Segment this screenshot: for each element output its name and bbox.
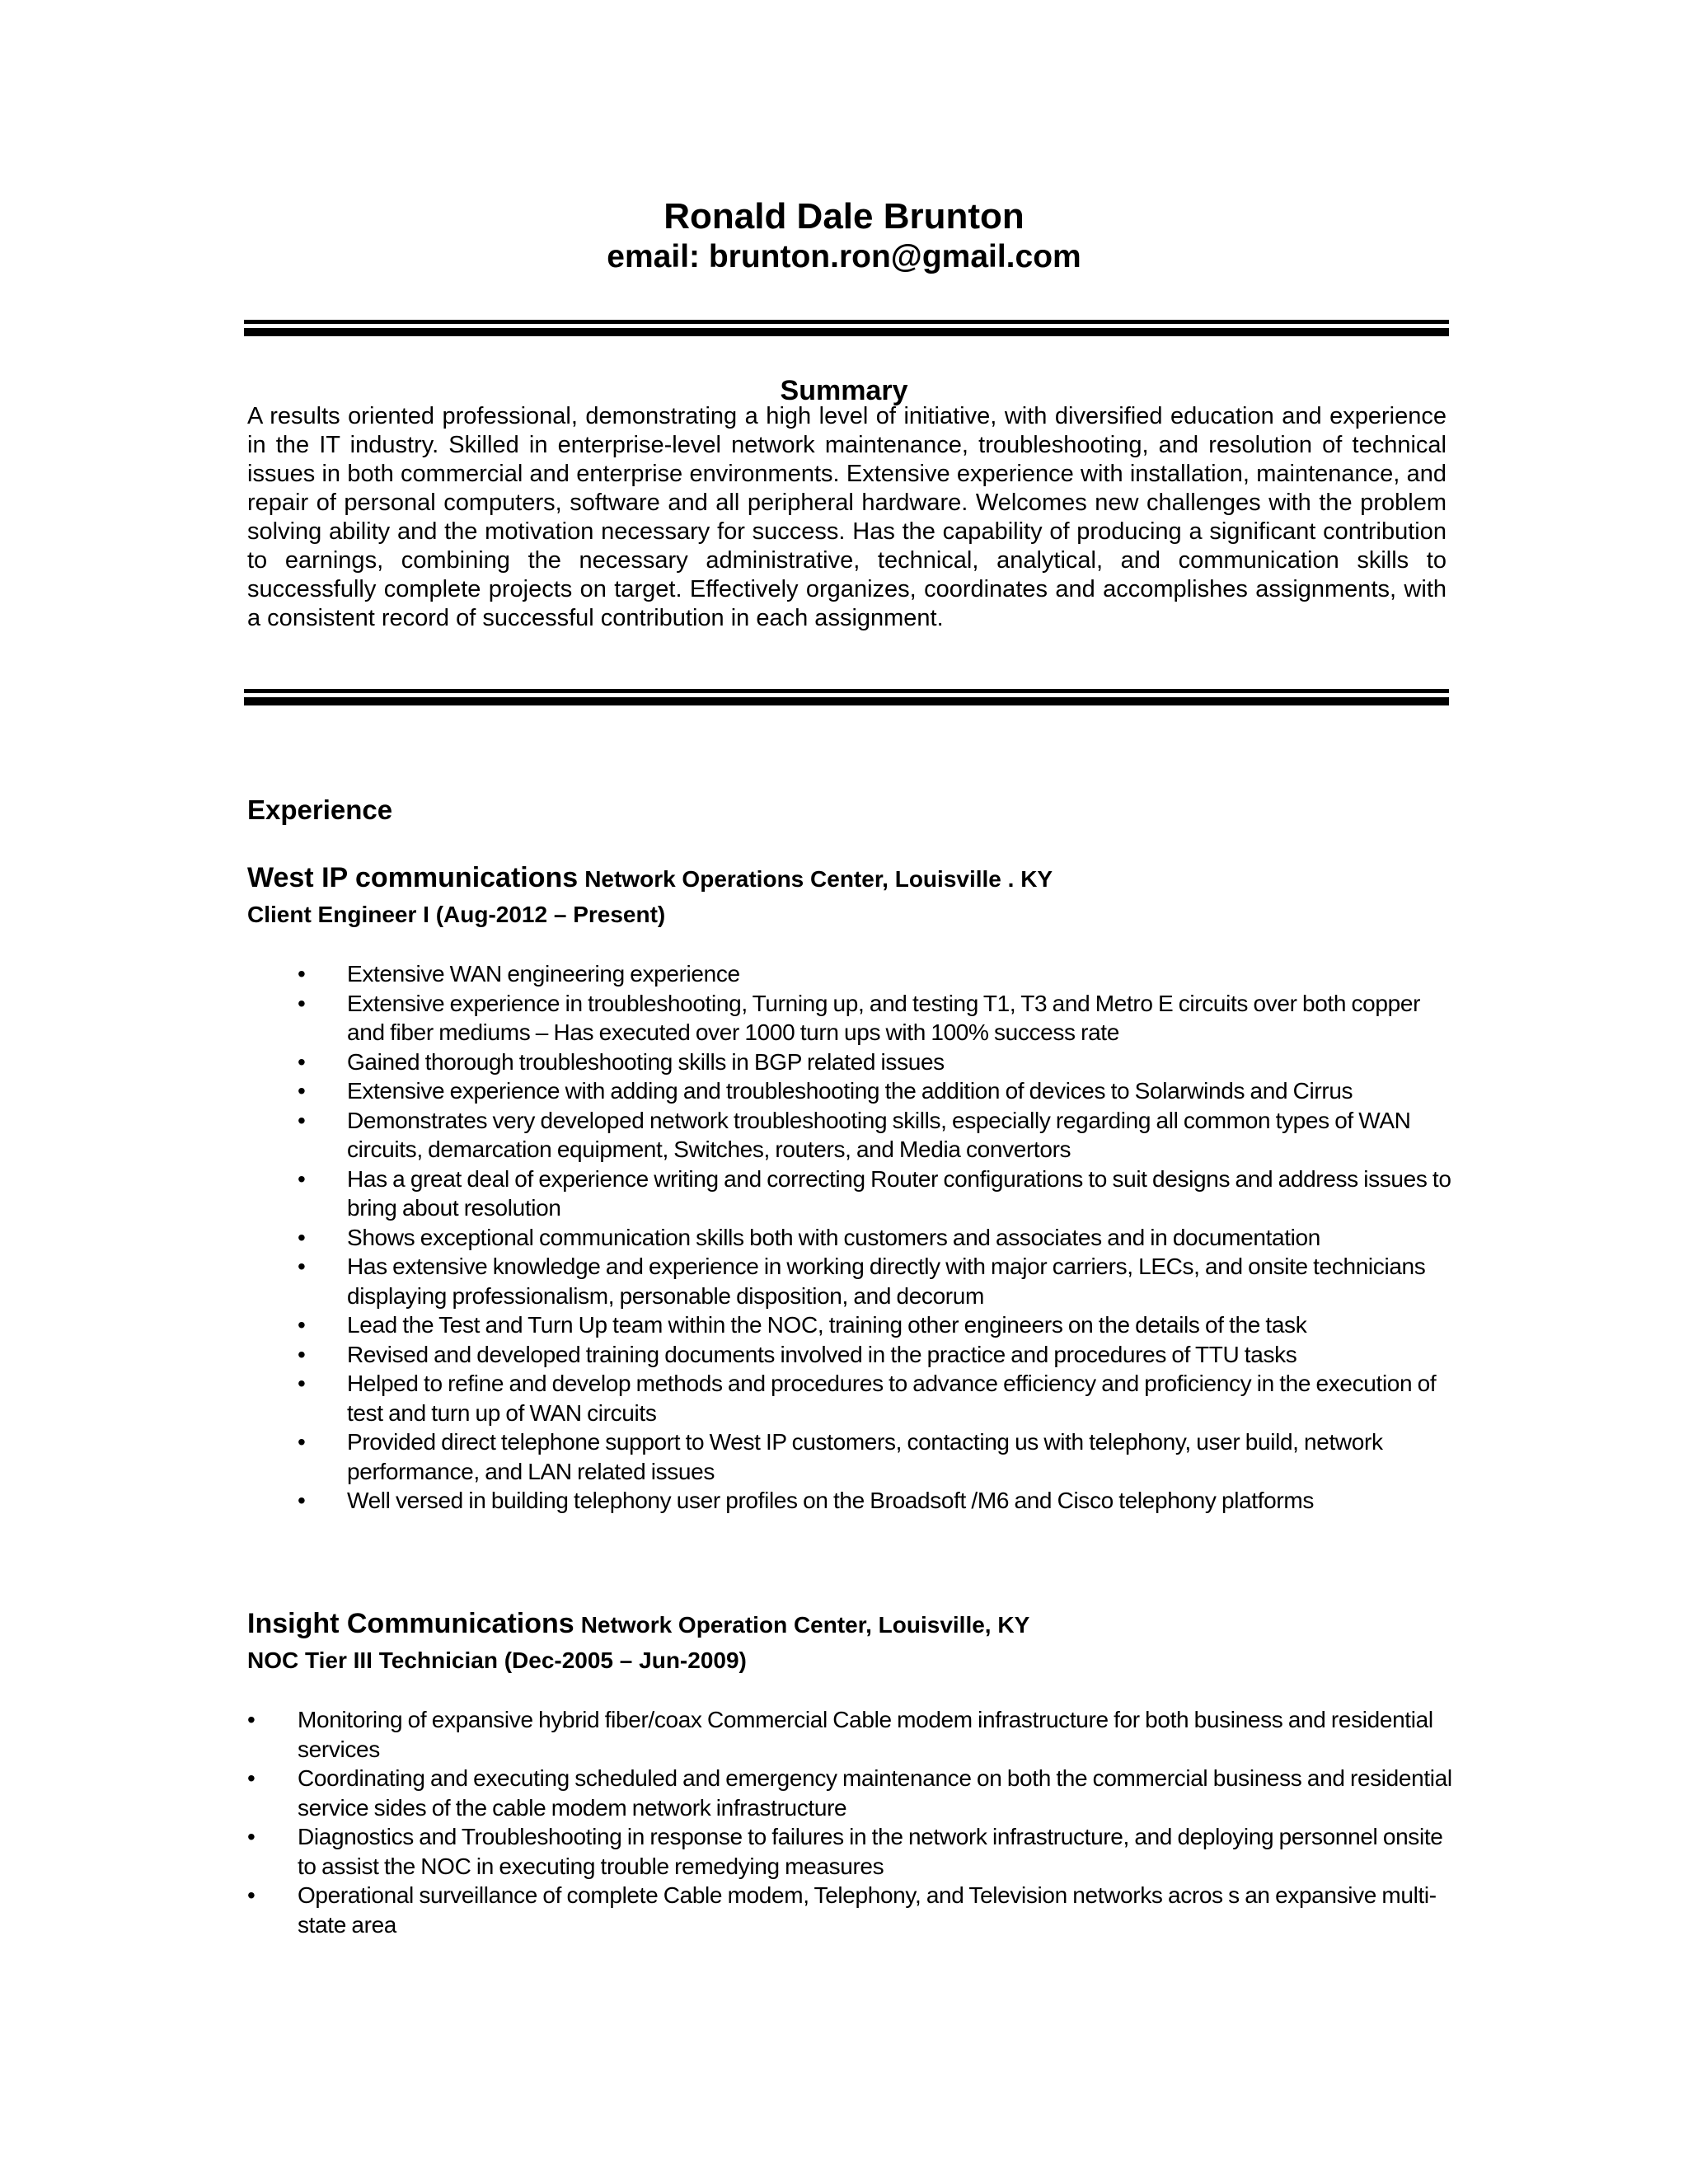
bullet-item bbox=[247, 1881, 1459, 1939]
bullet-icon: • bbox=[298, 961, 306, 987]
company-location: Network Operations Center, Louisville . KY bbox=[584, 866, 1053, 892]
job-entry-insight bbox=[247, 1607, 1459, 1939]
bullet-item bbox=[247, 1340, 1459, 1370]
bullet-icon: • bbox=[298, 1254, 306, 1279]
header-divider bbox=[244, 320, 1449, 336]
bullet-text: Helped to refine and develop methods and procedures to advance efficiency and proficiency in the execution of test and turn up of WAN circuits bbox=[347, 1371, 1437, 1426]
job-role: NOC Tier III Technician (Dec-2005 – Jun-2009) bbox=[247, 1647, 747, 1673]
bullet-text: Extensive experience in troubleshooting, Turning up, and testing T1, T3 and Metro E circuits over both copper and fiber mediums – Has executed over 1000 turn ups with 100% success rate bbox=[347, 990, 1421, 1045]
bullet-text: Demonstrates very developed network troubleshooting skills, especially regarding all common types of WAN circuits, demarcation equipment, Switches, routers, and Media convertors bbox=[347, 1107, 1411, 1162]
bullet-icon: • bbox=[298, 1429, 306, 1455]
bullet-icon: • bbox=[298, 1165, 306, 1192]
contact-email: email: brunton.ron@gmail.com bbox=[607, 239, 1081, 274]
bullet-item bbox=[247, 1764, 1459, 1822]
bullet-item bbox=[247, 1223, 1459, 1253]
bullet-item bbox=[247, 1252, 1459, 1310]
bullet-icon: • bbox=[298, 1048, 306, 1075]
job-bullet-list bbox=[247, 1705, 1459, 1939]
bullet-text: Operational surveillance of complete Cable modem, Telephony, and Television networks acros s an expansive multi-state area bbox=[298, 1882, 1437, 1938]
company-name: West IP communications bbox=[247, 862, 579, 893]
company-name: Insight Communications bbox=[247, 1608, 574, 1639]
bullet-text: Gained thorough troubleshooting skills in BGP related issues bbox=[347, 1048, 945, 1075]
bullet-item bbox=[247, 959, 1459, 989]
bullet-text: Extensive experience with adding and troubleshooting the addition of devices to Solarwinds and Cirrus bbox=[347, 1078, 1353, 1104]
company-location: Network Operation Center, Louisville, KY bbox=[580, 1612, 1030, 1638]
bullet-text: Shows exceptional communication skills both with customers and associates and in documentation bbox=[347, 1224, 1320, 1250]
bullet-icon: • bbox=[298, 1371, 306, 1396]
bullet-text: Monitoring of expansive hybrid fiber/coax Commercial Cable modem infrastructure for both business and residential services bbox=[298, 1707, 1433, 1762]
candidate-name: Ronald Dale Brunton bbox=[663, 196, 1025, 237]
job-role: Client Engineer I (Aug-2012 – Present) bbox=[247, 902, 666, 927]
bullet-icon: • bbox=[298, 1078, 306, 1104]
bullet-text: Diagnostics and Troubleshooting in response to failures in the network infrastructure, and deploying personnel onsite to assist the NOC in executing trouble remedying measures bbox=[298, 1824, 1443, 1879]
bullet-text: Lead the Test and Turn Up team within the NOC, training other engineers on the details of the task bbox=[347, 1312, 1307, 1338]
bullet-item bbox=[247, 1047, 1459, 1077]
bullet-text: Coordinating and executing scheduled and emergency maintenance on both the commercial business and residential service sides of the cable modem network infrastructure bbox=[298, 1765, 1452, 1821]
bullet-text: Revised and developed training documents involved in the practice and procedures of TTU tasks bbox=[347, 1341, 1297, 1367]
bullet-icon: • bbox=[298, 1224, 306, 1250]
job-entry-west-ip bbox=[247, 861, 1459, 1516]
bullet-icon: • bbox=[298, 1341, 306, 1367]
bullet-text: Extensive WAN engineering experience bbox=[347, 961, 740, 987]
bullet-item bbox=[247, 1165, 1459, 1223]
bullet-item bbox=[247, 989, 1459, 1047]
bullet-item bbox=[247, 1427, 1459, 1486]
bullet-item bbox=[247, 1486, 1459, 1516]
bullet-icon: • bbox=[247, 1765, 256, 1791]
bullet-icon: • bbox=[298, 1312, 306, 1338]
company-line bbox=[247, 1607, 1459, 1646]
bullet-icon: • bbox=[247, 1707, 256, 1732]
experience-heading: Experience bbox=[247, 794, 393, 825]
bullet-icon: • bbox=[298, 990, 306, 1016]
bullet-icon: • bbox=[247, 1824, 256, 1849]
bullet-icon: • bbox=[298, 1107, 306, 1133]
summary-text: A results oriented professional, demonstrating a high level of initiative, with diversified education and experience in the IT industry. Skilled in enterprise-level network maintenance, troubleshooting, and resolution of technical issues in both commercial and enterprise environments. Extensive experience with installation, maintenance, and repair of personal computers, software and all peripheral hardware. Welcomes new challenges with the problem solving ability and the motivation necessary for success. Has the capability of producing a significant contribution to earnings, combining the necessary administrative, technical, analytical, and communication skills to successfully complete projects on target. Effectively organizes, coordinates and accomplishes assignments, with a consistent record of successful contribution in each assignment. bbox=[247, 403, 1447, 631]
bullet-icon: • bbox=[247, 1882, 256, 1908]
company-line bbox=[247, 861, 1459, 900]
summary-heading: Summary bbox=[780, 375, 908, 406]
bullet-item bbox=[247, 1076, 1459, 1106]
bullet-text: Has extensive knowledge and experience in working directly with major carriers, LECs, and onsite technicians displaying professionalism, personable disposition, and decorum bbox=[347, 1254, 1426, 1309]
summary-divider bbox=[244, 689, 1449, 705]
bullet-item bbox=[247, 1106, 1459, 1165]
job-bullet-list bbox=[247, 959, 1459, 1516]
bullet-text: Has a great deal of experience writing and correcting Router configurations to suit designs and address issues to bring about resolution bbox=[347, 1165, 1451, 1221]
bullet-item bbox=[247, 1310, 1459, 1340]
bullet-text: Well versed in building telephony user profiles on the Broadsoft /M6 and Cisco telephony platforms bbox=[347, 1488, 1314, 1513]
bullet-text: Provided direct telephone support to West IP customers, contacting us with telephony, user build, network performance, and LAN related issues bbox=[347, 1429, 1383, 1484]
bullet-item bbox=[247, 1822, 1459, 1881]
bullet-item bbox=[247, 1705, 1459, 1764]
bullet-item bbox=[247, 1369, 1459, 1427]
bullet-icon: • bbox=[298, 1488, 306, 1513]
